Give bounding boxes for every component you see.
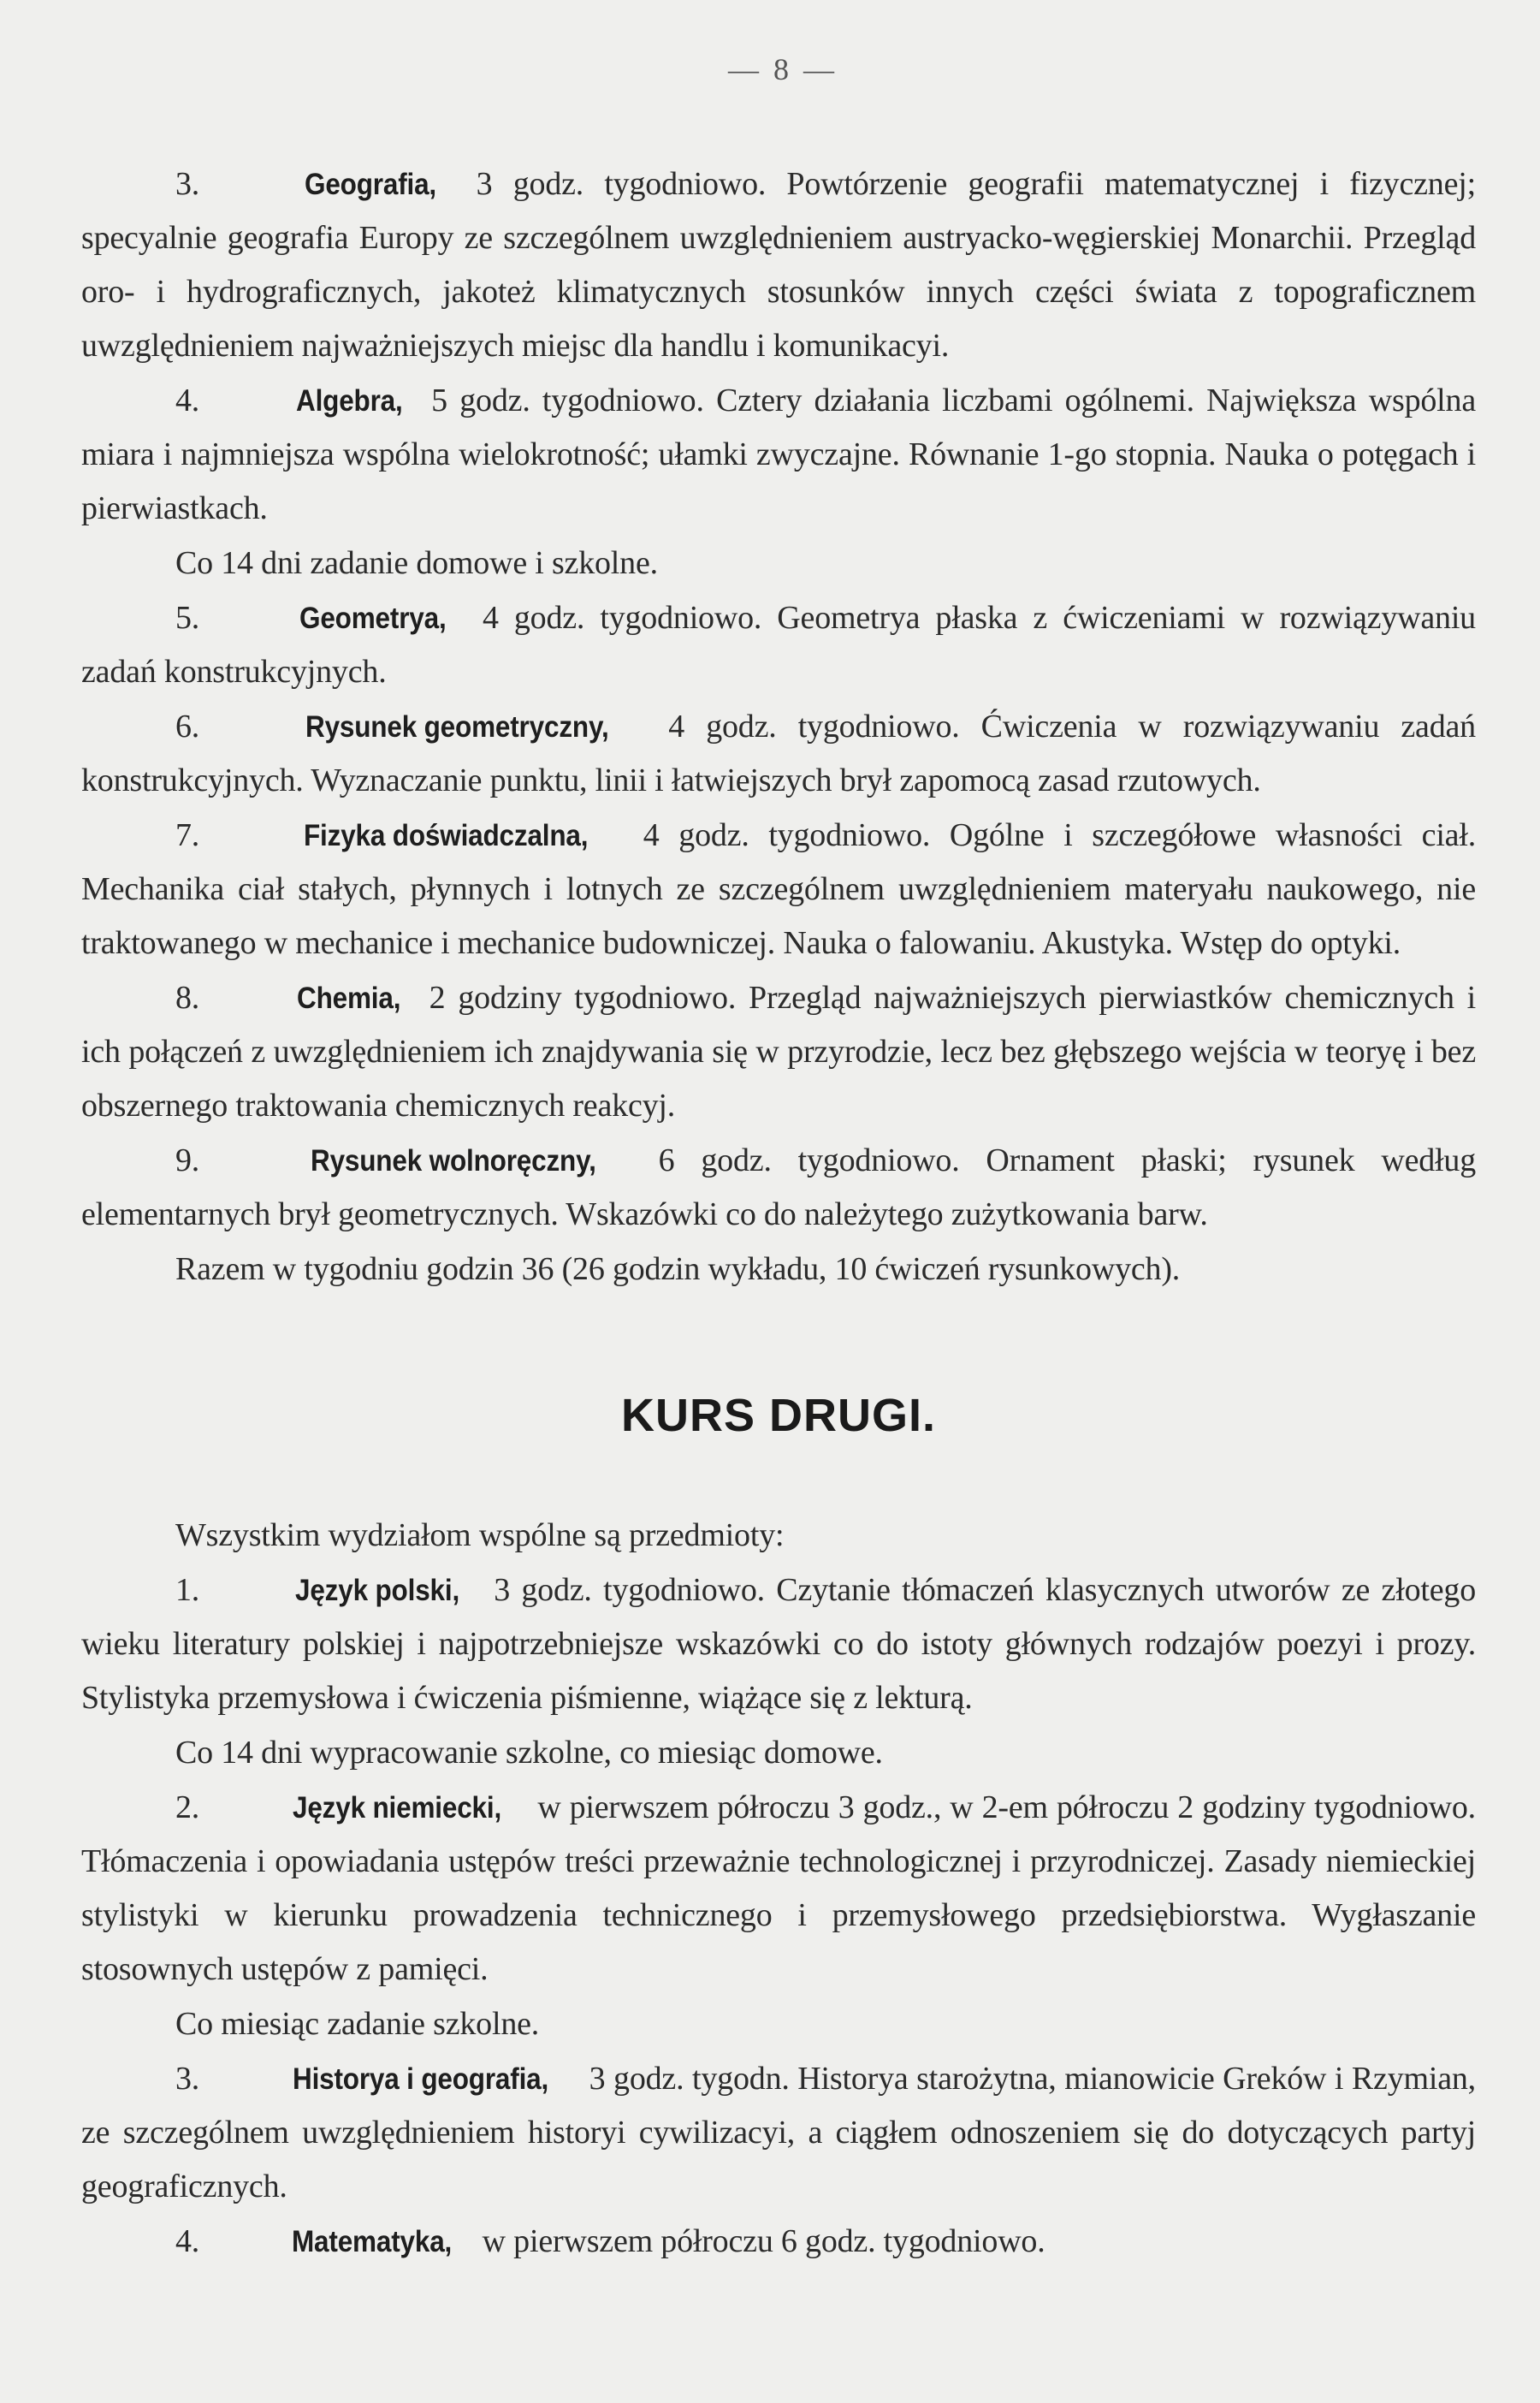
subject-name: Rysunek geometryczny, bbox=[305, 710, 609, 744]
paragraph-chemia: 8. Chemia, 2 godziny tygodniowo. Przegląd najważniejszych pierwiastków chemicznych i ich połączeń z uwzględnieniem ich znajdywania się w przyrodzie, lecz bez głębszego wejścia w teoryę i bez obszernego traktowania chemicznych reakcyj. bbox=[81, 971, 1476, 1133]
subject-name: Historya i geografia, bbox=[292, 2062, 548, 2096]
paragraph-total: Razem w tygodniu godzin 36 (26 godzin wykładu, 10 ćwiczeń rysunkowych). bbox=[175, 1251, 1181, 1287]
paragraph-geografia: 3. Geografia, 3 godz. tygodniowo. Powtórzenie geografii matematycznej i fizycznej; specyalnie geografia Europy ze szczególnem uwzględnieniem austryacko-węgierskiej Monarchii. Przegląd oro- i hydrograficznych, jakoteż klimatycznych stosunków innych części świata z topograficznem uwzględnieniem najważniejszych miejsc dla handlu i komunikacyi. bbox=[81, 157, 1476, 373]
subject-name: Język niemiecki, bbox=[293, 1791, 502, 1824]
subject-name: Matematyka, bbox=[292, 2225, 453, 2258]
course-two-section bbox=[81, 1509, 1476, 2269]
subject-name: Fizyka doświadczalna, bbox=[303, 819, 589, 852]
subject-name: Język polski, bbox=[295, 1574, 460, 1607]
paragraph-jezyk-polski: 1. Język polski, 3 godz. tygodniowo. Czytanie tłómaczeń klasycznych utworów ze złotego wieku literatury polskiej i najpotrzebniejsze wskazówki co do istoty głównych rodzajów poezyi i prozy. Stylistyka przemysłowa i ćwiczenia piśmienne, wiążące się z lekturą. bbox=[81, 1563, 1476, 1725]
subject-name: Geografia, bbox=[305, 168, 437, 201]
subject-name: Algebra, bbox=[296, 384, 404, 418]
paragraph-rysunek-geometryczny: 6. Rysunek geometryczny, 4 godz. tygodniowo. Ćwiczenia w rozwiązywaniu zadań konstrukcyjnych. Wyznaczanie punktu, linii i łatwiejszych brył zapomocą zasad rzutowych. bbox=[81, 700, 1476, 808]
paragraph-geometrya: 5. Geometrya, 4 godz. tygodniowo. Geometrya płaska z ćwiczeniami w rozwiązywaniu zadań konstrukcyjnych. bbox=[81, 591, 1476, 699]
paragraph-historya: 3. Historya i geografia, 3 godz. tygodn. Historya starożytna, mianowicie Greków i Rzymian, ze szczególnem uwzględnieniem historyi cywilizacyi, a ciągłem odnoszeniem się do dotyczących partyj geograficznych. bbox=[81, 2052, 1476, 2214]
page-number: — 8 — bbox=[728, 52, 838, 86]
paragraph-matematyka: 4. Matematyka, w pierwszem półroczu 6 godz. tygodniowo. bbox=[81, 2215, 1476, 2269]
paragraph-note: Co 14 dni zadanie domowe i szkolne. bbox=[175, 545, 658, 581]
subject-name: Chemia, bbox=[297, 982, 401, 1015]
paragraph-note: Co 14 dni wypracowanie szkolne, co miesiąc domowe. bbox=[175, 1735, 883, 1771]
subject-name: Rysunek wolnoręczny, bbox=[311, 1144, 596, 1178]
course-one-section bbox=[81, 157, 1476, 1296]
paragraph-note: Co miesiąc zadanie szkolne. bbox=[175, 2006, 540, 2042]
paragraph-intro: Wszystkim wydziałom wspólne są przedmioty: bbox=[175, 1517, 785, 1553]
paragraph-rysunek-wolnoreczny: 9. Rysunek wolnoręczny, 6 godz. tygodniowo. Ornament płaski; rysunek według elementarnych brył geometrycznych. Wskazówki co do należytego zużytkowania barw. bbox=[81, 1134, 1476, 1242]
paragraph-algebra: 4. Algebra, 5 godz. tygodniowo. Cztery działania liczbami ogólnemi. Największa wspólna miara i najmniejsza wspólna wielokrotność; ułamki zwyczajne. Równanie 1-go stopnia. Nauka o potęgach i pierwiastkach. bbox=[81, 374, 1476, 536]
paragraph-jezyk-niemiecki: 2. Język niemiecki, w pierwszem półroczu 3 godz., w 2-em półroczu 2 godziny tygodniowo. Tłómaczenia i opowiadania ustępów treści przeważnie technologicznej i przyrodniczej. Zasady niemieckiej stylistyki w kierunku prowadzenia technicznego i przemysłowego przedsiębiorstwa. Wygłaszanie stosownych ustępów z pamięci. bbox=[81, 1781, 1476, 1997]
section-heading: KURS DRUGI. bbox=[620, 1390, 936, 1441]
subject-name: Geometrya, bbox=[299, 602, 447, 635]
paragraph-fizyka: 7. Fizyka doświadczalna, 4 godz. tygodniowo. Ogólne i szczegółowe własności ciał. Mechanika ciał stałych, płynnych i lotnych ze szczególnem uwzględnieniem materyału naukowego, nie traktowanego w mechanice i mechanice budowniczej. Nauka o falowaniu. Akustyka. Wstęp do optyki. bbox=[81, 809, 1476, 970]
